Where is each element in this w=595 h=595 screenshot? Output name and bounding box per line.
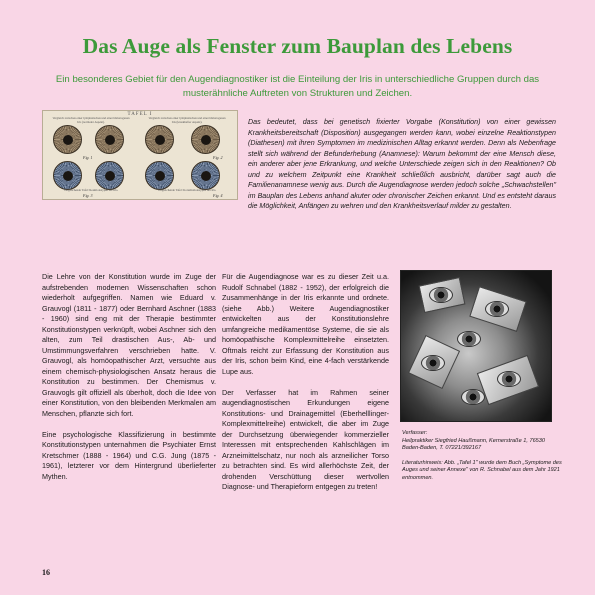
plate-caption-4: Vergleichende Tafel: Konstitutionstypen der Iris. (157, 188, 217, 192)
figure-label: Fig. 1 (83, 155, 93, 160)
eye-icon (457, 331, 481, 347)
literature-note: Literaturhinweis: Abb. „Tafel 1" wurde dem Buch „Symptome des Auges und seiner Annexe" von R. Schnabel aus dem Jahr 1921 entnommen. (402, 459, 562, 481)
author-label: Verfasser: (402, 430, 428, 436)
page-title: Das Auge als Fenster zum Bauplan des Lebens (82, 34, 513, 58)
intro-paragraph: Das bedeutet, dass bei genetisch fixierter Vorgabe (Konstitution) von einer gewissen Krankheitsbereitschaft (Disposition) ausgegangen werden kann, wobei einzelne Reaktionstypen (Diathesen) mit ihren Symptomen im medizinischen Alltag erkannt werden. Denn als Nebenfrage stellt sich während der Befunderhebung (Anamnese): Warum bekommt der eine Mensch diese, ein anderer aber jene Erkrankung, und welche Unterschiede zeigen sich in den Reaktionen? Ob und zu welchem Zeitpunkt eine Krankheit schließlich ausbricht, darüber sagt auch die Familienanamnese wenig aus. Durch die Augendiagnose werden jedoch solche „Schwachstellen" im Bauplan des Lebens anhand akuter oder chronischer Zeichen erkannt. Und es entsteht daraus die Möglichkeit, Anfängen zu wehren und den Krankheitsverlauf milder zu gestalten. (248, 118, 556, 210)
iris-image (145, 161, 174, 190)
plate-caption-1: Vergleich zwischen einer lymphatischen und einer hämatogenen Iris (normaler Aspekt). (52, 116, 130, 124)
plate-heading: TAFEL I (127, 112, 153, 117)
plate-caption-2: Vergleich zwischen einer lymphatischen und einer hämatogenen Iris (krankhafter Aspekt). (148, 116, 226, 124)
body-paragraph: Für die Augendiagnose war es zu dieser Zeit u.a. Rudolf Schnabel (1882 - 1952), der erfolgreich die Zusammenhänge in der Iris erkannte und ordnete. (siehe Abb.) Weitere Augendiagnostiker entwickelten aus der Konstitutionslehre umfangreiche medikamentöse Systeme, die sie als homöopathische Komplexmittelreihe einsetzten. Oftmals reicht zur Erfassung der Konstitution aus der Iris, schon beim Kind, eine 4-fach verstärkende Lupe aus. (222, 272, 389, 376)
iris-image (53, 161, 82, 190)
iris-image (95, 161, 124, 190)
text-column-left (42, 272, 216, 493)
body-paragraph: Der Verfasser hat im Rahmen seiner augendiagnostischen Erkundungen eigene Konstitutions- und Drainagemittel (Eberhelllinger-Komplexmittelreihe) entwickelt, die aber im Zuge der Durchsetzung überwiegender kommerzieller Interessen mit entsprechenden Kahlschlägen im Arzneimittelschatz, nur noch als arzneilicher Torso zu betrachten sind. Es wird allerhöchste Zeit, der drohenden Verschüttung dieser wertvollen Diagnose- und Therapieform entgegen zu treten! (222, 387, 389, 491)
eye-icon (421, 355, 445, 371)
author-info (402, 430, 562, 489)
page-number: 16 (42, 568, 50, 577)
eye-icon (497, 371, 521, 387)
body-paragraph: Eine psychologische Klassifizierung in bestimmte Konstitutionstypen unternahmen die Psychiater Ernst Kretschmer (1888 - 1964) und C.G. Jung (1875 - 1961), letzterer vor dem Hintergrund überlieferter Mythen. (42, 429, 216, 481)
body-paragraph: Die Lehre von der Konstitution wurde im Zuge der aufstrebenden modernen Wissenschaften schon wiederholt aufgegriffen. Namen wie Eduard v. Grauvogl (1811 - 1877) oder Bernhard Aschner (1883 - 1960) sind eng mit der Therapie bestimmter Konstitutionstypen verknüpft, wobei Aschner sich den alten, zum Teil drastischen Aus-, Ab- und Umstimmungsverfahren verschrieben hatte. V. Grauvogl, als homöopathischer Arzt, versuchte aus einem chemisch-physiologischen Ansatz heraus die Konstitution zu bestimmen. Der Chemismus v. Grauvogls gilt offiziell als überholt, doch die Idee von einer Konstitution, von den bleibenden Merkmalen am Menschen, pflanzte sich fort. (42, 272, 216, 418)
plate-caption-3: Vergleichende Tafel: Reaktionstypen der Iris. (63, 188, 119, 192)
iris-image (191, 125, 220, 154)
author-name: Heilpraktiker Siegfried Haußmann, Kernerstraße 1, 76530 Baden-Baden, T. 07221/392167 (402, 437, 546, 451)
iris-plate-illustration (42, 110, 238, 200)
eye-icon (485, 301, 509, 317)
iris-image (95, 125, 124, 154)
eye-icon (429, 287, 453, 303)
iris-image (53, 125, 82, 154)
iris-image (145, 125, 174, 154)
page-subtitle: Ein besonderes Gebiet für den Augendiagnostiker ist die Einteilung der Iris in unterschiedliche Gruppen durch das musterähnliche Auftreten von Strukturen und Zeichen. (55, 74, 540, 99)
iris-image (191, 161, 220, 190)
figure-label: Fig. 3 (83, 193, 93, 198)
figure-label: Fig. 4 (213, 193, 223, 198)
text-column-middle (222, 272, 389, 503)
eye-collage-photo (400, 270, 552, 422)
figure-label: Fig. 2 (213, 155, 223, 160)
eye-icon (461, 389, 485, 405)
